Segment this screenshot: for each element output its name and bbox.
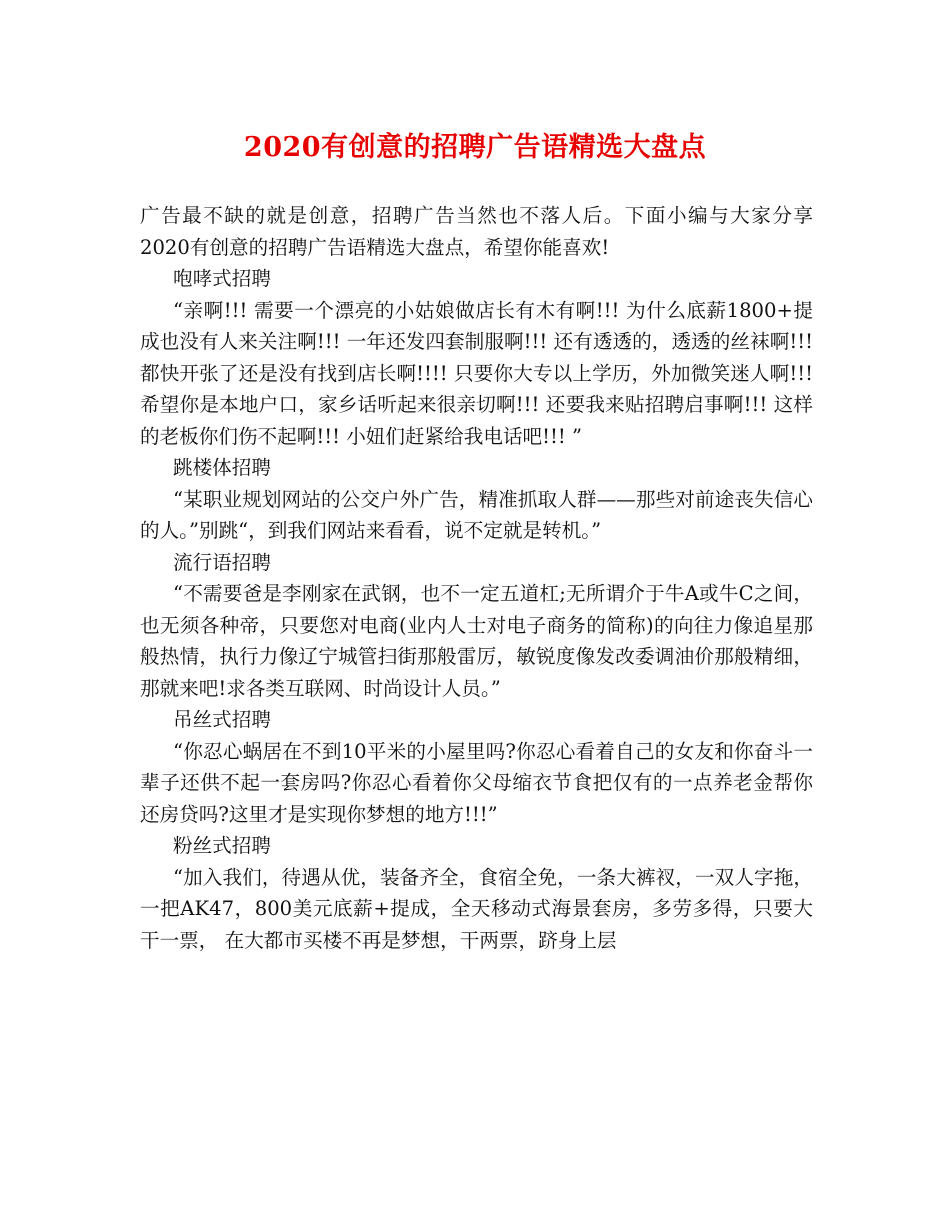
section-heading-fan: 粉丝式招聘	[173, 834, 271, 857]
section-text-diaosi: “你忍心蜗居在不到10平米的小屋里吗?你忍心看着自己的女友和你奋斗一辈子还供不起一套房吗?你忍心看着你父母缩衣节食把仅有的一点养老金帮你还房贷吗?这里才是实现你梦想的地方!!!”	[140, 739, 813, 826]
intro-paragraph: 广告最不缺的就是创意，招聘广告当然也不落人后。下面小编与大家分享2020有创意的招聘广告语精选大盘点，希望你能喜欢!	[140, 204, 813, 259]
section-heading-diaosi: 吊丝式招聘	[173, 708, 271, 731]
section-text-roar: “亲啊!!! 需要一个漂亮的小姑娘做店长有木有啊!!! 为什么底薪1800+提成也没有人来关注啊!!! 一年还发四套制服啊!!! 还有透透的，透透的丝袜啊!!! 都快开张了还是没有找到店长啊!!!! 只要你大专以上学历，外加微笑迷人啊!!! 希望你是本地户口，家乡话听起来很亲切啊!!! 还要我来贴招聘启事啊!!! 这样的老板你们伤不起啊!!! 小妞们赶紧给我电话吧!!! ”	[140, 298, 813, 448]
document-body	[140, 200, 813, 956]
section-text-buzzword: “不需要爸是李刚家在武钢，也不一定五道杠;无所谓介于牛A或牛C之间，也无须各种帝，只要您对电商(业内人士对电子商务的简称)的向往力像追星那般热情，执行力像辽宁城管扫街那般雷厉，敏锐度像发改委调油价那般精细，那就来吧!求各类互联网、时尚设计人员。”	[140, 582, 813, 700]
section-text-jump: “某职业规划网站的公交户外广告，精准抓取人群——那些对前途丧失信心的人。”别跳“，到我们网站来看看，说不定就是转机。”	[140, 487, 813, 542]
section-text-fan: “加入我们，待遇从优，装备齐全，食宿全免，一条大裤衩，一双人字拖，一把AK47，800美元底薪+提成，全天移动式海景套房，多劳多得，只要大干一票， 在大都市买楼不再是梦想，干两票，跻身上层	[140, 865, 813, 952]
section-heading-roar: 咆哮式招聘	[173, 267, 271, 290]
document-title: 2020有创意的招聘广告语精选大盘点	[243, 132, 707, 163]
section-heading-jump: 跳楼体招聘	[173, 456, 271, 479]
section-heading-buzzword: 流行语招聘	[173, 550, 271, 574]
